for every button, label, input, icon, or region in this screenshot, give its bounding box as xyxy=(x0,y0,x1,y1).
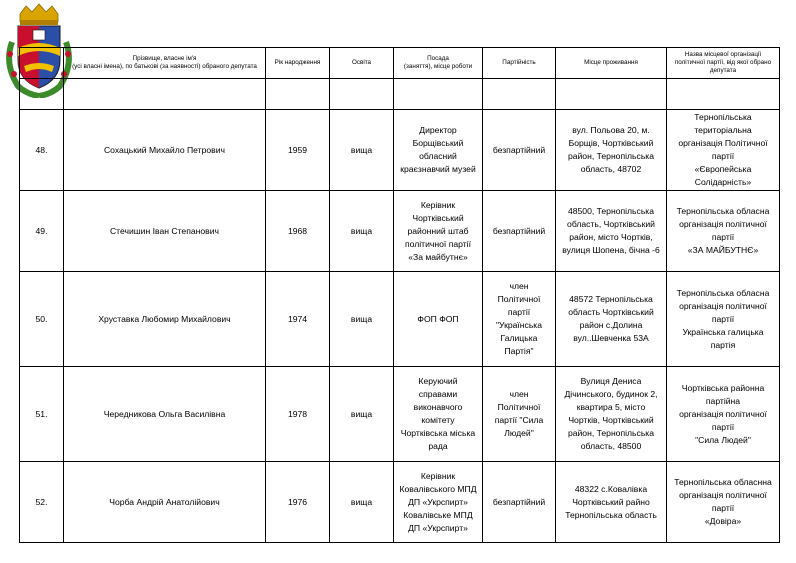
residence xyxy=(556,272,667,367)
header-party-organization: Назва місцевої організації політичної партії, від якої обрано депутата xyxy=(667,48,780,79)
party-organization xyxy=(667,110,780,191)
header-number xyxy=(20,48,64,79)
party-text: безпартійний xyxy=(492,144,546,155)
position-text: Керівник Ковалівського МПД ДП «Укрспирт» Ковалівське МПД ДП «Укрспирт» xyxy=(399,470,477,533)
table-row xyxy=(20,367,780,462)
party-text: член Політичної партії "Українська Галицька Партія" xyxy=(495,281,543,356)
party-organization xyxy=(667,367,780,462)
position-text: Керівник Чортківський районний штаб політичної партії «За майбутнє» xyxy=(405,199,471,262)
organization-text: Тернопільська обласна організація політичної партії Українська галицька партія xyxy=(676,287,770,350)
row-number: 48. xyxy=(20,110,64,191)
party-membership xyxy=(483,191,556,272)
organization-text: Чортківська районна партійна організація політичної партії "Сила Людей" xyxy=(679,382,767,445)
deputy-name: Хруставка Любомир Михайлович xyxy=(64,272,266,367)
header-residence: Місце проживання xyxy=(556,48,667,79)
position-text: Керуючий справами виконавчого комітету Чортківська міська рада xyxy=(400,376,476,451)
party-membership xyxy=(483,272,556,367)
education: вища xyxy=(330,367,394,462)
position xyxy=(394,462,483,543)
birth-year: 1976 xyxy=(266,462,330,543)
party-organization xyxy=(667,191,780,272)
deputy-name: Чередникова Ольга Василівна xyxy=(64,367,266,462)
header-birth-year: Рік народження xyxy=(266,48,330,79)
position xyxy=(394,191,483,272)
residence-text: Вулиця Дениса Дічинського, будинок 2, квартира 5, місто Чортків, Чортківський район, Тернопільська область, 48500 xyxy=(564,376,658,451)
party-text: безпартійний xyxy=(492,496,546,507)
party-membership xyxy=(483,462,556,543)
deputy-name: Чорба Андрій Анатолійович xyxy=(64,462,266,543)
education: вища xyxy=(330,191,394,272)
residence-text: вул. Польова 20, м. Борщів, Чортківський район, Тернопільська область, 48702 xyxy=(567,125,655,174)
header-full-name: Прізвище, власне ім'я (усі власні імена), по батькові (за наявності) обраного депутата xyxy=(64,48,266,79)
birth-year: 1974 xyxy=(266,272,330,367)
organization-text: Тернопільська обласнна організація політичної партії «Довіра» xyxy=(674,477,772,526)
header-spacer-cell xyxy=(266,79,330,110)
position xyxy=(394,110,483,191)
party-membership xyxy=(483,367,556,462)
header-position: Посада (заняття), місце роботи xyxy=(394,48,483,79)
row-number: 51. xyxy=(20,367,64,462)
position-text: Директор Борщівський обласний краєзнавчий музей xyxy=(400,125,476,174)
position-text: ФОП ФОП xyxy=(417,313,459,324)
table-row xyxy=(20,272,780,367)
header-spacer-cell xyxy=(394,79,483,110)
row-number: 52. xyxy=(20,462,64,543)
header-spacer-cell xyxy=(556,79,667,110)
position xyxy=(394,367,483,462)
header-party-membership: Партійність xyxy=(483,48,556,79)
organization-text: Тернопільська територіальна організація Політичної партії «Європейська Солідарність» xyxy=(678,112,768,187)
education: вища xyxy=(330,272,394,367)
header-spacer-cell xyxy=(483,79,556,110)
header-education: Освіта xyxy=(330,48,394,79)
residence xyxy=(556,110,667,191)
deputy-name: Стечишин Іван Степанович xyxy=(64,191,266,272)
party-organization xyxy=(667,462,780,543)
table-header-row xyxy=(20,48,780,79)
table-header-spacer-row xyxy=(20,79,780,110)
birth-year: 1959 xyxy=(266,110,330,191)
table-row xyxy=(20,191,780,272)
party-membership xyxy=(483,110,556,191)
header-spacer-cell xyxy=(20,79,64,110)
education: вища xyxy=(330,110,394,191)
table-row xyxy=(20,110,780,191)
residence-text: 48572 Тернопільська область Чортківський район с.Долина вул..Шевченка 53А xyxy=(568,294,654,343)
party-organization xyxy=(667,272,780,367)
residence xyxy=(556,367,667,462)
header-spacer-cell xyxy=(64,79,266,110)
education: вища xyxy=(330,462,394,543)
deputy-name: Сохацький Михайло Петрович xyxy=(64,110,266,191)
position xyxy=(394,272,483,367)
row-number: 50. xyxy=(20,272,64,367)
birth-year: 1968 xyxy=(266,191,330,272)
residence-text: 48500, Тернопільська область, Чортківський район, місто Чортків, вулиця Шопена, бічна -6 xyxy=(562,206,660,255)
residence-text: 48322 с.Ковалівка Чортківський райно Тернопільська область xyxy=(565,483,657,520)
header-spacer-cell xyxy=(330,79,394,110)
party-text: безпартійний xyxy=(492,225,546,236)
residence xyxy=(556,462,667,543)
birth-year: 1978 xyxy=(266,367,330,462)
party-text: член Політичної партії "Сила Людей" xyxy=(494,389,544,438)
row-number: 49. xyxy=(20,191,64,272)
residence xyxy=(556,191,667,272)
table-row xyxy=(20,462,780,543)
organization-text: Тернопільська обласна організація політичної партії «ЗА МАЙБУТНЄ» xyxy=(676,206,770,255)
header-spacer-cell xyxy=(667,79,780,110)
deputies-table xyxy=(19,47,780,543)
